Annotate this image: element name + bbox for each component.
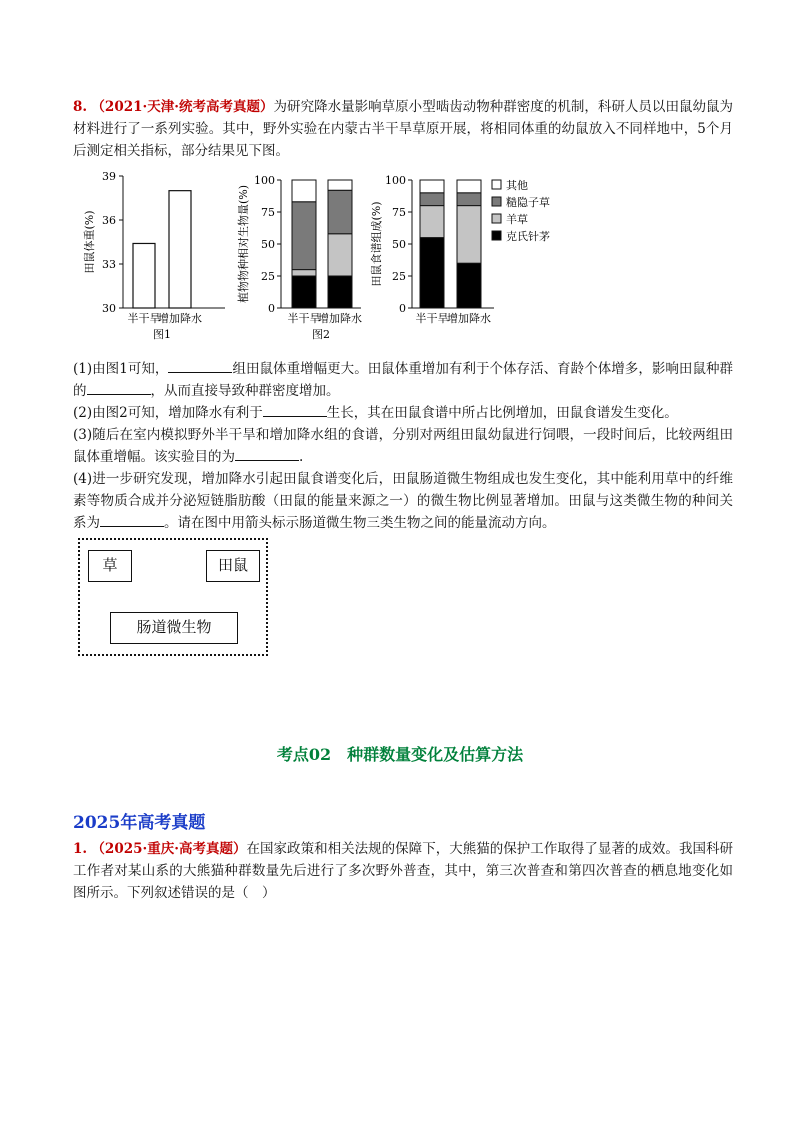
answer-blank[interactable] xyxy=(263,402,327,417)
legend-swatch xyxy=(492,197,501,206)
legend-label: 羊草 xyxy=(506,213,528,226)
question-number: 1. xyxy=(73,841,88,857)
answer-blank[interactable] xyxy=(235,446,299,461)
y-tick-label: 100 xyxy=(254,174,275,187)
bar-segment xyxy=(420,206,444,238)
question-text: 为研究降水量影响草原小型啮齿动物种群密度的机制，科研人员以田鼠幼鼠为材料进行了一系列实验。其中，野外实验在内蒙古半干旱草原开展，将相同体重的幼鼠放入不同样地中，5个月后测定相关指标，部分结果见下图。 xyxy=(73,99,733,159)
y-tick-label: 36 xyxy=(102,214,116,227)
bar xyxy=(169,191,191,308)
legend-label: 糙隐子草 xyxy=(506,196,550,209)
bar-segment xyxy=(420,193,444,206)
section-title: 考点02 种群数量变化及估算方法 xyxy=(276,745,524,764)
question-1-stem xyxy=(73,838,733,904)
sub-question-3-part-b: . xyxy=(299,449,304,465)
sub-question-3 xyxy=(73,424,733,468)
sub-question-2-part-a: (2)由图2可知，增加降水有利于 xyxy=(73,405,263,421)
y-tick-label: 75 xyxy=(392,206,406,219)
y-axis-label: 田鼠体重(%) xyxy=(83,210,96,274)
legend-label: 其他 xyxy=(506,179,528,192)
bar-segment xyxy=(457,180,481,193)
x-tick-label: 半干旱 xyxy=(287,312,321,325)
node-vole[interactable]: 田鼠 xyxy=(206,550,260,582)
legend-swatch xyxy=(492,180,501,189)
sub-question-4-part-a: (4)进一步研究发现，增加降水引起田鼠食谱变化后，田鼠肠道微生物组成也发生变化，其中能利用草中的纤维素等物质合成并分泌短链脂肪酸（田鼠的能量来源之一）的微生物比例显著增加。田鼠与这类微生物的种间关系为 xyxy=(73,471,733,531)
sub-question-2-part-b: 生长，其在田鼠食谱中所占比例增加，田鼠食谱发生变化。 xyxy=(326,405,678,421)
sub-question-3-part-a: (3)随后在室内模拟野外半干旱和增加降水组的食谱，分别对两组田鼠幼鼠进行饲喂，一段时间后，比较两组田鼠体重增幅。该实验目的为 xyxy=(73,427,733,465)
y-tick-label: 30 xyxy=(102,302,116,315)
answer-blank[interactable] xyxy=(168,358,232,373)
y-axis-label: 田鼠食谱组成(%) xyxy=(370,201,383,287)
sub-question-1 xyxy=(73,358,733,402)
y-tick-label: 0 xyxy=(399,302,406,315)
bar-segment xyxy=(457,263,481,308)
sub-question-1-part-c: ，从而直接导致种群密度增加。 xyxy=(150,383,340,399)
bar-segment xyxy=(457,193,481,206)
chart-title: 图1 xyxy=(153,328,171,341)
answer-blank[interactable] xyxy=(100,512,164,527)
y-tick-label: 75 xyxy=(261,206,275,219)
sub-question-2 xyxy=(73,402,733,424)
question-8-stem xyxy=(73,96,733,162)
chart-title: 图2 xyxy=(312,328,330,341)
y-tick-label: 50 xyxy=(261,238,275,251)
answer-blank[interactable] xyxy=(87,380,151,395)
bar-segment xyxy=(328,276,352,308)
bar-segment xyxy=(420,238,444,308)
x-tick-label: 半干旱 xyxy=(415,312,449,325)
bar-segment xyxy=(457,206,481,264)
bar-segment xyxy=(292,180,316,202)
bar-segment xyxy=(328,190,352,234)
question-source: （2025·重庆·高考真题） xyxy=(91,841,247,857)
sub-question-1-part-a: (1)由图1可知， xyxy=(73,361,169,377)
y-tick-label: 39 xyxy=(102,170,116,183)
y-tick-label: 33 xyxy=(102,258,116,271)
x-tick-label: 半干旱 xyxy=(127,312,161,325)
bar-segment xyxy=(292,276,316,308)
bar-segment xyxy=(328,180,352,190)
sub-question-4 xyxy=(73,468,733,534)
sub-question-4-part-b: 。请在图中用箭头标示肠道微生物三类生物之间的能量流动方向。 xyxy=(164,515,556,531)
year-title: 2025年高考真题 xyxy=(73,813,206,833)
energy-flow-diagram[interactable] xyxy=(78,538,268,656)
figure-2-chart xyxy=(235,168,385,348)
legend-label: 克氏针茅 xyxy=(506,230,550,243)
y-axis-label: 植物物种相对生物量(%) xyxy=(237,184,250,304)
diet-composition-chart xyxy=(368,168,588,348)
x-tick-label: 增加降水 xyxy=(318,312,362,325)
node-grass[interactable]: 草 xyxy=(88,550,132,582)
x-tick-label: 增加降水 xyxy=(158,312,202,325)
y-tick-label: 100 xyxy=(385,174,406,187)
y-tick-label: 0 xyxy=(268,302,275,315)
sub-question-1-part-b: 组田鼠体重增幅更大。田鼠体重增加有利于个体存活、育龄个体增多，影响田鼠种群的 xyxy=(73,361,733,399)
node-gut-microbe[interactable]: 肠道微生物 xyxy=(110,612,238,644)
bar-segment xyxy=(420,180,444,193)
legend-swatch xyxy=(492,214,501,223)
y-tick-label: 50 xyxy=(392,238,406,251)
question-number: 8. xyxy=(73,99,88,115)
y-tick-label: 25 xyxy=(261,270,275,283)
bar xyxy=(133,243,155,308)
bar-segment xyxy=(328,234,352,276)
bar-segment xyxy=(292,270,316,276)
question-source: （2021·天津·统考高考真题） xyxy=(91,99,274,115)
x-tick-label: 增加降水 xyxy=(447,312,491,325)
legend-swatch xyxy=(492,231,501,240)
bar-segment xyxy=(292,202,316,270)
figure-1-chart xyxy=(75,168,235,348)
y-tick-label: 25 xyxy=(392,270,406,283)
question-text: 在国家政策和相关法规的保障下，大熊猫的保护工作取得了显著的成效。我国科研工作者对某山系的大熊猫种群数量先后进行了多次野外普查，其中，第三次普查和第四次普查的栖息地变化如图所示。下列叙述错误的是（ ） xyxy=(73,841,733,901)
